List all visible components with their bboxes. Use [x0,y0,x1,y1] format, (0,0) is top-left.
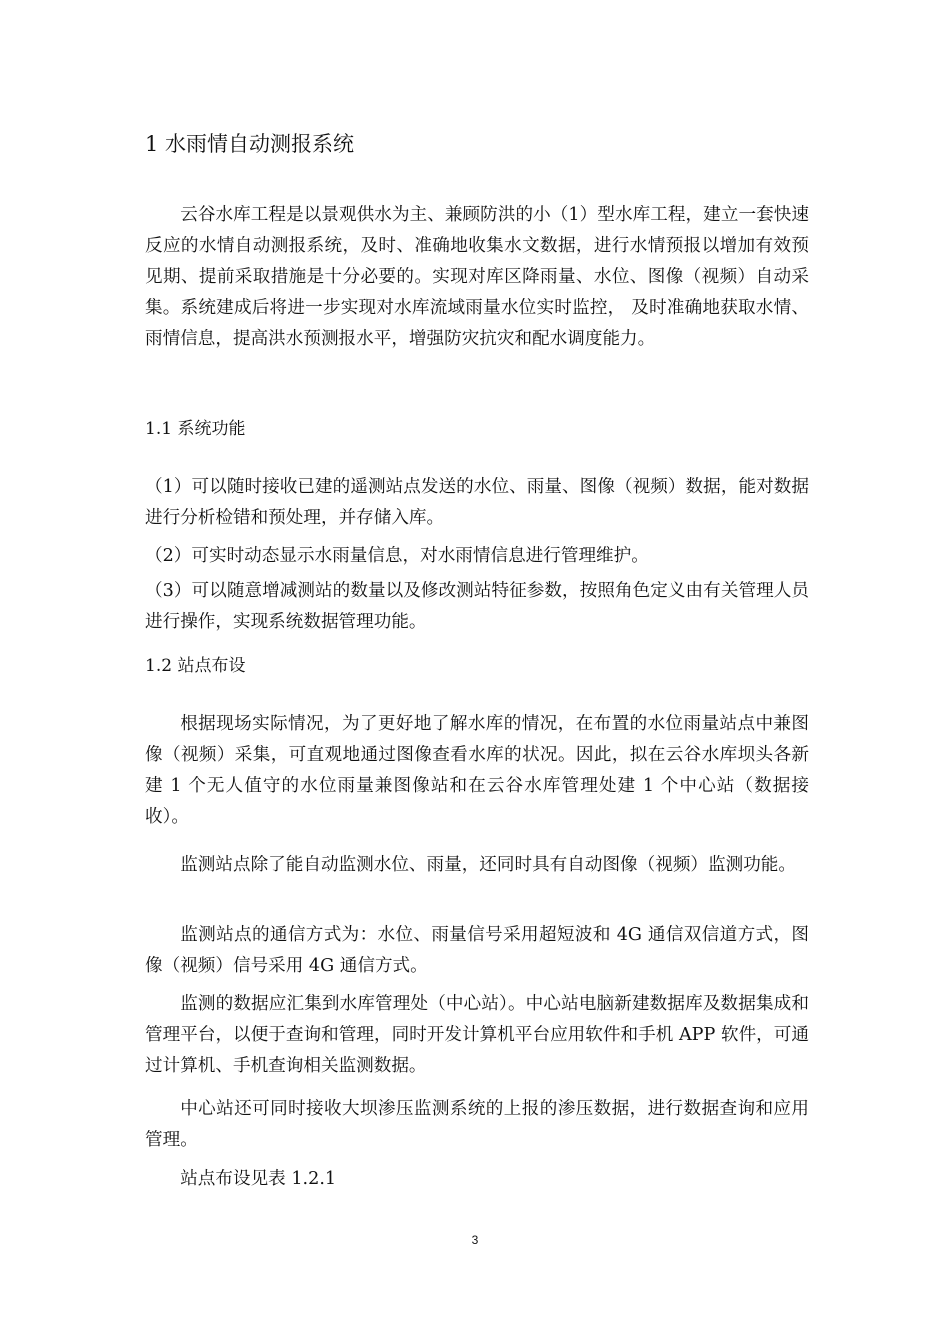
section-title: 1 水雨情自动测报系统 [145,132,355,156]
subsection-title-functions: 1.1 系统功能 [145,419,246,439]
intro-paragraph: 云谷水库工程是以景观供水为主、兼顾防洪的小（1）型水库工程，建立一套快速反应的水情自动测报系统，及时、准确地收集水文数据，进行水情预报以增加有效预见期、提前采取措施是十分必要的。实现对库区降雨量、水位、图像（视频）自动采集。系统建成后将进一步实现对水库流域雨量水位实时监控， 及时准确地获取水情、雨情信息，提高洪水预测报水平，增强防灾抗灾和配水调度能力。 [145,205,809,349]
stations-paragraph-1: 根据现场实际情况，为了更好地了解水库的情况，在布置的水位雨量站点中兼图像（视频）采集，可直观地通过图像查看水库的状况。因此，拟在云谷水库坝头各新建 1 个无人值守的水位雨量兼图像站和在云谷水库管理处建 1 个中心站（数据接收）。 [145,714,809,827]
subsection-title-stations: 1.2 站点布设 [145,656,246,676]
stations-paragraph-4: 监测的数据应汇集到水库管理处（中心站）。中心站电脑新建数据库及数据集成和管理平台，以便于查询和管理，同时开发计算机平台应用软件和手机 APP 软件，可通过计算机、手机查询相关监测数据。 [145,994,809,1076]
stations-paragraph-5: 中心站还可同时接收大坝渗压监测系统的上报的渗压数据，进行数据查询和应用管理。 [145,1099,809,1150]
function-item-2: （2）可实时动态显示水雨量信息，对水雨情信息进行管理维护。 [145,546,649,566]
table-reference: 站点布设见表 1.2.1 [180,1169,337,1189]
page-number: 3 [471,1233,479,1247]
function-item-3: （3）可以随意增减测站的数量以及修改测站特征参数，按照角色定义由有关管理人员进行操作，实现系统数据管理功能。 [145,581,809,632]
function-item-1: （1）可以随时接收已建的遥测站点发送的水位、雨量、图像（视频）数据，能对数据进行分析检错和预处理，并存储入库。 [145,477,809,528]
stations-paragraph-2: 监测站点除了能自动监测水位、雨量，还同时具有自动图像（视频）监测功能。 [180,855,796,875]
stations-paragraph-3: 监测站点的通信方式为：水位、雨量信号采用超短波和 4G 通信双信道方式，图像（视频）信号采用 4G 通信方式。 [145,925,809,976]
